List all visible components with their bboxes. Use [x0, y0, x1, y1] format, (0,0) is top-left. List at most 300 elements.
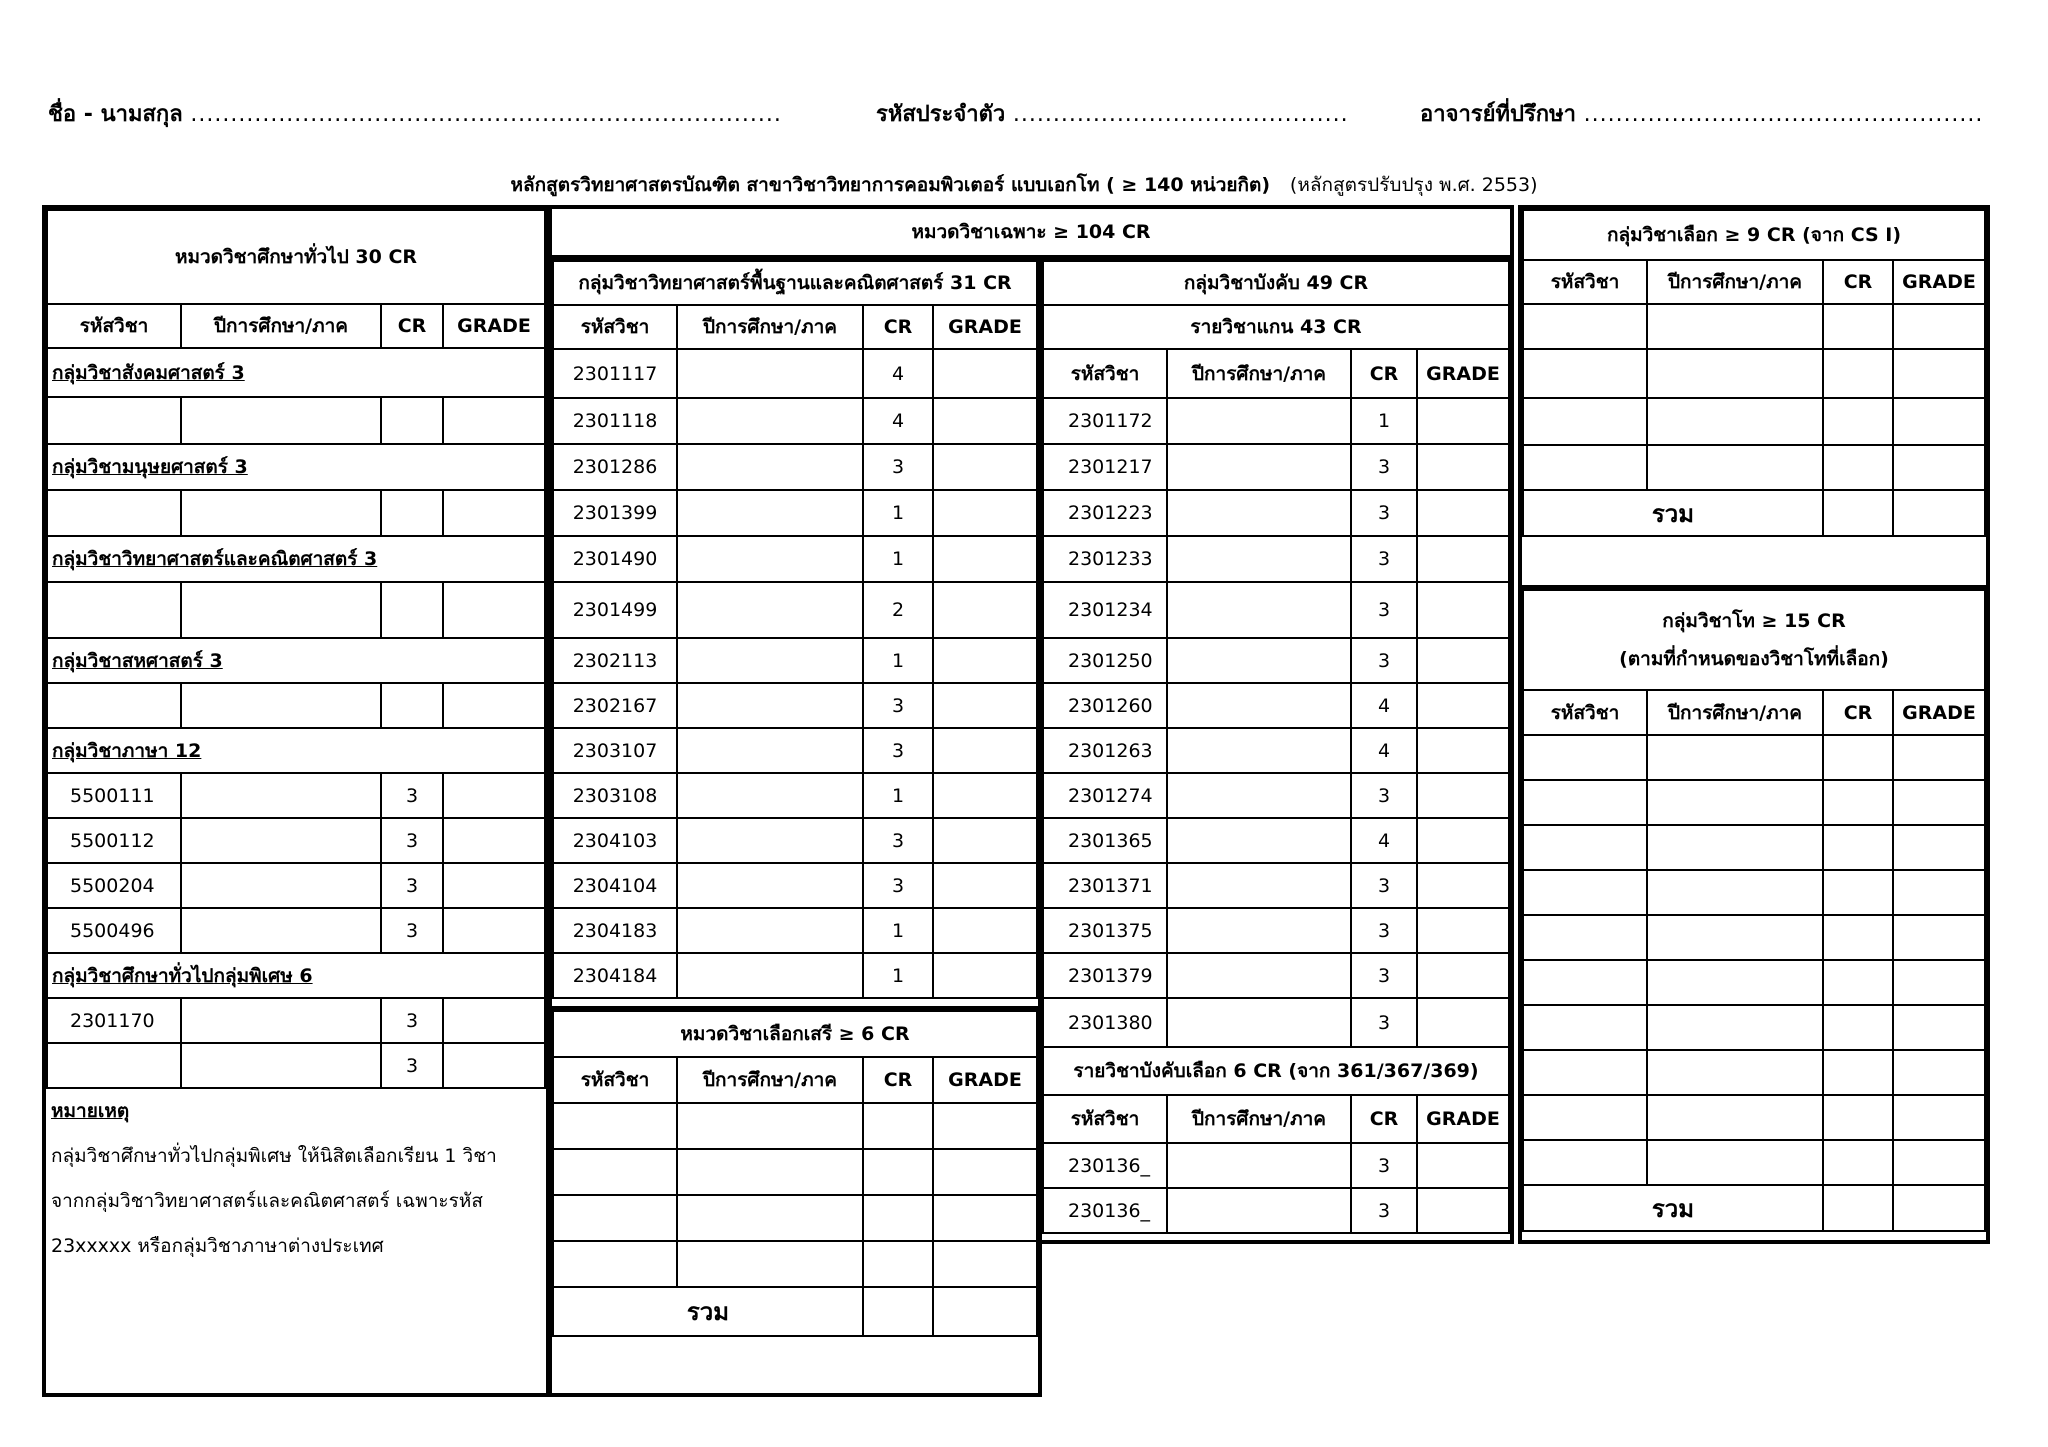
note-box	[47, 1088, 545, 1373]
year-cell[interactable]	[1167, 638, 1351, 683]
name-dots: ..........................................................................	[190, 102, 782, 127]
course-code-cell[interactable]	[1523, 445, 1647, 490]
course-code-cell[interactable]	[1523, 960, 1647, 1005]
note-content	[47, 1089, 545, 1269]
cr-cell[interactable]	[1823, 1140, 1893, 1185]
year-cell[interactable]	[1167, 1188, 1351, 1233]
grade-cell[interactable]	[933, 1195, 1037, 1241]
year-cell[interactable]	[1167, 582, 1351, 638]
course-cr: 3	[1351, 490, 1417, 536]
year-cell[interactable]	[1167, 398, 1351, 444]
year-cell[interactable]	[677, 398, 863, 444]
grade-cell[interactable]	[443, 863, 545, 908]
year-cell[interactable]	[1647, 1095, 1823, 1140]
cr-cell[interactable]	[1823, 445, 1893, 490]
year-cell[interactable]	[181, 818, 381, 863]
year-cell[interactable]	[1167, 908, 1351, 953]
year-cell[interactable]	[1167, 773, 1351, 818]
cr-cell[interactable]	[1823, 304, 1893, 349]
grade-cell[interactable]	[1417, 398, 1509, 444]
cr-cell[interactable]	[1823, 870, 1893, 915]
year-cell[interactable]	[1647, 780, 1823, 825]
grade-cell[interactable]	[1417, 728, 1509, 773]
elective-cs-total-label: รวม	[1523, 490, 1823, 536]
grade-cell[interactable]	[933, 1103, 1037, 1149]
course-code: 2301375	[1043, 908, 1167, 953]
year-cell[interactable]	[677, 1149, 863, 1195]
course-code: 2301286	[553, 444, 677, 490]
course-code-cell[interactable]	[1523, 1005, 1647, 1050]
cr-cell[interactable]	[1823, 398, 1893, 445]
total-grade-cell[interactable]	[933, 1287, 1037, 1336]
grade-cell[interactable]	[1893, 1005, 1985, 1050]
col-year: ปีการศึกษา/ภาค	[1167, 349, 1351, 398]
general-education-title: หมวดวิชาศึกษาทั่วไป 30 CR	[47, 210, 545, 304]
grade-cell[interactable]	[1893, 825, 1985, 870]
year-cell[interactable]	[1167, 536, 1351, 582]
course-cr: 4	[863, 398, 933, 444]
required-elective-title: รายวิชาบังคับเลือก 6 CR (จาก 361/367/369)	[1043, 1047, 1509, 1095]
year-cell[interactable]	[677, 1195, 863, 1241]
year-cell[interactable]	[677, 818, 863, 863]
course-code: 2303108	[553, 773, 677, 818]
col-grade: GRADE	[933, 1057, 1037, 1103]
course-code: 5500496	[47, 908, 181, 953]
year-cell[interactable]	[1647, 349, 1823, 398]
course-code-cell[interactable]	[553, 1195, 677, 1241]
cr-cell[interactable]	[863, 1103, 933, 1149]
course-code: 2301263	[1043, 728, 1167, 773]
cr-cell[interactable]	[863, 1195, 933, 1241]
note-line: จากกลุ่มวิชาวิทยาศาสตร์และคณิตศาสตร์ เฉพาะรหัส	[51, 1190, 483, 1212]
grade-cell[interactable]	[933, 536, 1037, 582]
course-code-cell[interactable]	[47, 397, 181, 444]
course-code: 2301250	[1043, 638, 1167, 683]
minor-total-label: รวม	[1523, 1185, 1823, 1231]
grade-cell[interactable]	[1893, 870, 1985, 915]
grade-cell[interactable]	[933, 638, 1037, 683]
grade-cell[interactable]	[1893, 304, 1985, 349]
total-cr-cell[interactable]	[1823, 490, 1893, 536]
year-cell[interactable]	[1647, 1050, 1823, 1095]
year-cell[interactable]	[677, 349, 863, 398]
cr-cell[interactable]	[1823, 1095, 1893, 1140]
grade-cell[interactable]	[1893, 349, 1985, 398]
grade-cell[interactable]	[1417, 773, 1509, 818]
table-row	[1043, 773, 1509, 818]
cr-cell[interactable]	[381, 490, 443, 536]
col-cr: CR	[1823, 260, 1893, 304]
col-year: ปีการศึกษา/ภาค	[677, 1057, 863, 1103]
general-education-section	[42, 205, 550, 1397]
year-cell[interactable]	[1647, 870, 1823, 915]
total-cr-cell[interactable]	[1823, 1185, 1893, 1231]
grade-cell[interactable]	[1417, 638, 1509, 683]
year-cell[interactable]	[1647, 960, 1823, 1005]
grade-cell[interactable]	[1893, 1095, 1985, 1140]
col-cr: CR	[1823, 690, 1893, 735]
table-row	[1043, 818, 1509, 863]
year-cell[interactable]	[677, 638, 863, 683]
advisor-field[interactable]	[1420, 96, 1983, 131]
course-code: 2301223	[1043, 490, 1167, 536]
table-row	[1043, 953, 1509, 998]
table-row	[1523, 960, 1985, 1005]
cr-cell[interactable]	[381, 683, 443, 728]
grade-cell[interactable]	[443, 397, 545, 444]
group-humanities: กลุ่มวิชามนุษยศาสตร์ 3	[47, 444, 545, 490]
course-code: 230136_	[1043, 1143, 1167, 1188]
table-row	[1043, 536, 1509, 582]
grade-cell[interactable]	[933, 1241, 1037, 1287]
course-code: 2303107	[553, 728, 677, 773]
col-code: รหัสวิชา	[553, 1057, 677, 1103]
course-code: 2301365	[1043, 818, 1167, 863]
grade-cell[interactable]	[933, 773, 1037, 818]
table-row	[1523, 780, 1985, 825]
year-cell[interactable]	[1647, 915, 1823, 960]
core-title: รายวิชาแกน 43 CR	[1043, 305, 1509, 349]
table-row	[1043, 444, 1509, 490]
cr-cell[interactable]	[381, 582, 443, 638]
year-cell[interactable]	[1167, 953, 1351, 998]
col-code: รหัสวิชา	[553, 305, 677, 349]
course-code: 2304104	[553, 863, 677, 908]
grade-cell[interactable]	[1417, 582, 1509, 638]
course-code: 2301274	[1043, 773, 1167, 818]
year-cell[interactable]	[1167, 728, 1351, 773]
course-cr: 1	[863, 536, 933, 582]
course-code-cell[interactable]	[553, 1149, 677, 1195]
course-code: 230136_	[1043, 1188, 1167, 1233]
course-code: 2301399	[553, 490, 677, 536]
grade-cell[interactable]	[1417, 490, 1509, 536]
course-code-cell[interactable]	[1523, 1140, 1647, 1185]
grade-cell[interactable]	[443, 818, 545, 863]
student-id-dots: ..........................................	[1012, 102, 1349, 127]
grade-cell[interactable]	[1417, 1143, 1509, 1188]
cr-cell[interactable]	[863, 1241, 933, 1287]
year-cell[interactable]	[1647, 735, 1823, 780]
course-code: 2301117	[553, 349, 677, 398]
total-grade-cell[interactable]	[1893, 1185, 1985, 1231]
free-elective-section	[548, 1006, 1042, 1397]
year-cell[interactable]	[677, 773, 863, 818]
grade-cell[interactable]	[1417, 1188, 1509, 1233]
course-code: 2304184	[553, 953, 677, 998]
course-code-cell[interactable]	[1523, 349, 1647, 398]
course-code-cell[interactable]	[1523, 915, 1647, 960]
grade-cell[interactable]	[933, 490, 1037, 536]
course-cr: 1	[1351, 398, 1417, 444]
note-line: กลุ่มวิชาศึกษาทั่วไปกลุ่มพิเศษ ให้นิสิตเลือกเรียน 1 วิชา	[51, 1145, 497, 1167]
course-code-cell[interactable]	[553, 1241, 677, 1287]
total-cr-cell[interactable]	[863, 1287, 933, 1336]
year-cell[interactable]	[1647, 825, 1823, 870]
course-code[interactable]	[47, 1043, 181, 1088]
course-code-cell[interactable]	[1523, 735, 1647, 780]
year-cell[interactable]	[181, 1043, 381, 1088]
course-cr: 3	[1351, 536, 1417, 582]
year-cell[interactable]	[677, 683, 863, 728]
year-cell[interactable]	[1167, 1143, 1351, 1188]
year-cell[interactable]	[1647, 398, 1823, 445]
course-code-cell[interactable]	[47, 490, 181, 536]
table-row	[1043, 908, 1509, 953]
year-cell[interactable]	[1167, 998, 1351, 1047]
cr-cell[interactable]	[863, 1149, 933, 1195]
minor-title-cell	[1523, 590, 1985, 690]
course-cr: 3	[1351, 582, 1417, 638]
year-cell[interactable]	[1647, 1005, 1823, 1050]
year-cell[interactable]	[1167, 490, 1351, 536]
year-cell[interactable]	[181, 397, 381, 444]
year-cell[interactable]	[1167, 683, 1351, 728]
grade-cell[interactable]	[1417, 683, 1509, 728]
course-code-cell[interactable]	[1523, 870, 1647, 915]
course-code: 5500112	[47, 818, 181, 863]
cr-cell[interactable]	[1823, 915, 1893, 960]
cr-cell[interactable]	[1823, 1050, 1893, 1095]
required-table	[1042, 260, 1510, 1234]
course-code-cell[interactable]	[1523, 304, 1647, 349]
year-cell[interactable]	[677, 490, 863, 536]
grade-cell[interactable]	[443, 1043, 545, 1088]
year-cell[interactable]	[181, 683, 381, 728]
year-cell[interactable]	[181, 998, 381, 1043]
cr-cell[interactable]	[1823, 825, 1893, 870]
course-cr: 3	[1351, 953, 1417, 998]
col-year: ปีการศึกษา/ภาค	[1647, 260, 1823, 304]
year-cell[interactable]	[1167, 444, 1351, 490]
course-code-cell[interactable]	[47, 683, 181, 728]
table-row	[1043, 683, 1509, 728]
student-id-field[interactable]	[876, 96, 1349, 131]
grade-cell[interactable]	[1417, 536, 1509, 582]
course-code-cell[interactable]	[1523, 1050, 1647, 1095]
grade-cell[interactable]	[1417, 818, 1509, 863]
grade-cell[interactable]	[933, 1149, 1037, 1195]
table-row	[1043, 490, 1509, 536]
course-cr: 3	[1351, 638, 1417, 683]
course-code-cell[interactable]	[553, 1103, 677, 1149]
col-cr: CR	[1351, 349, 1417, 398]
elective-cs-title: กลุ่มวิชาเลือก ≥ 9 CR (จาก CS I)	[1523, 210, 1985, 260]
grade-cell[interactable]	[1417, 444, 1509, 490]
year-cell[interactable]	[1647, 1140, 1823, 1185]
course-cr: 3	[863, 863, 933, 908]
course-code: 2301380	[1043, 998, 1167, 1047]
grade-cell[interactable]	[1893, 735, 1985, 780]
name-label: ชื่อ - นามสกุล	[48, 102, 183, 127]
year-cell[interactable]	[1167, 818, 1351, 863]
minor-rows	[1523, 735, 1985, 1185]
table-row	[1523, 1005, 1985, 1050]
cr-cell[interactable]	[1823, 349, 1893, 398]
grade-cell[interactable]	[1893, 445, 1985, 490]
course-code: 2301499	[553, 582, 677, 638]
course-cr: 3	[381, 908, 443, 953]
course-code: 2301260	[1043, 683, 1167, 728]
grade-cell[interactable]	[443, 683, 545, 728]
minor-subtitle: (ตามที่กำหนดของวิชาโทที่เลือก)	[1619, 648, 1889, 670]
general-education-table	[46, 209, 546, 1373]
total-grade-cell[interactable]	[1893, 490, 1985, 536]
course-cr: 1	[863, 638, 933, 683]
table-row	[553, 908, 1037, 953]
course-cr: 3	[381, 998, 443, 1043]
course-cr: 3	[1351, 773, 1417, 818]
grade-cell[interactable]	[1417, 908, 1509, 953]
required-title: กลุ่มวิชาบังคับ 49 CR	[1043, 261, 1509, 305]
grade-cell[interactable]	[443, 773, 545, 818]
table-row	[1523, 1050, 1985, 1095]
grade-cell[interactable]	[1417, 998, 1509, 1047]
grade-cell[interactable]	[1893, 398, 1985, 445]
table-row	[553, 773, 1037, 818]
col-year: ปีการศึกษา/ภาค	[1167, 1095, 1351, 1143]
grade-cell[interactable]	[933, 398, 1037, 444]
col-code: รหัสวิชา	[1523, 690, 1647, 735]
year-cell[interactable]	[1647, 445, 1823, 490]
course-cr: 3	[863, 444, 933, 490]
name-field[interactable]	[48, 96, 782, 131]
grade-cell[interactable]	[1893, 1050, 1985, 1095]
course-cr: 3	[1351, 1143, 1417, 1188]
grade-cell[interactable]	[443, 998, 545, 1043]
year-cell[interactable]	[677, 582, 863, 638]
cr-cell[interactable]	[1823, 780, 1893, 825]
grade-cell[interactable]	[933, 953, 1037, 998]
course-cr: 3	[381, 863, 443, 908]
grade-cell[interactable]	[933, 683, 1037, 728]
grade-cell[interactable]	[1893, 915, 1985, 960]
cr-cell[interactable]	[1823, 1005, 1893, 1050]
grade-cell[interactable]	[933, 728, 1037, 773]
year-cell[interactable]	[677, 863, 863, 908]
course-code: 2304183	[553, 908, 677, 953]
year-cell[interactable]	[677, 1241, 863, 1287]
table-row	[1523, 870, 1985, 915]
course-code: 2301118	[553, 398, 677, 444]
table-row	[553, 349, 1037, 398]
course-code: 2304103	[553, 818, 677, 863]
col-grade: GRADE	[1417, 1095, 1509, 1143]
grade-cell[interactable]	[933, 444, 1037, 490]
course-code: 2301371	[1043, 863, 1167, 908]
year-cell[interactable]	[181, 773, 381, 818]
year-cell[interactable]	[677, 444, 863, 490]
specific-section-header	[548, 205, 1514, 259]
grade-cell[interactable]	[1893, 780, 1985, 825]
grade-cell[interactable]	[443, 582, 545, 638]
table-row	[1523, 915, 1985, 960]
course-cr: 3	[1351, 998, 1417, 1047]
year-cell[interactable]	[181, 863, 381, 908]
year-cell[interactable]	[181, 908, 381, 953]
course-cr: 3	[1351, 863, 1417, 908]
grade-cell[interactable]	[933, 349, 1037, 398]
grade-cell[interactable]	[1417, 863, 1509, 908]
col-grade: GRADE	[443, 304, 545, 348]
course-code: 2301490	[553, 536, 677, 582]
grade-cell[interactable]	[443, 908, 545, 953]
free-elective-total-label: รวม	[553, 1287, 863, 1336]
advisor-dots: ..................................................	[1583, 102, 1984, 127]
table-row	[553, 444, 1037, 490]
course-cr: 3	[863, 818, 933, 863]
grade-cell[interactable]	[1893, 960, 1985, 1005]
year-cell[interactable]	[677, 728, 863, 773]
year-cell[interactable]	[181, 490, 381, 536]
col-code: รหัสวิชา	[47, 304, 181, 348]
year-cell[interactable]	[677, 1103, 863, 1149]
year-cell[interactable]	[677, 536, 863, 582]
col-code: รหัสวิชา	[1043, 349, 1167, 398]
specific-section-title: หมวดวิชาเฉพาะ ≥ 104 CR	[911, 221, 1151, 243]
year-cell[interactable]	[1167, 863, 1351, 908]
course-cr: 3	[863, 683, 933, 728]
course-cr: 3	[1351, 444, 1417, 490]
year-cell[interactable]	[1647, 304, 1823, 349]
elective-cs-table	[1522, 209, 1986, 537]
table-row	[553, 683, 1037, 728]
table-row	[1043, 582, 1509, 638]
table-row	[1043, 863, 1509, 908]
year-cell[interactable]	[181, 582, 381, 638]
curriculum-title-main: หลักสูตรวิทยาศาสตรบัณฑิต สาขาวิชาวิทยาการคอมพิวเตอร์ แบบเอกโท ( ≥ 140 หน่วยกิต)	[510, 174, 1271, 196]
grade-cell[interactable]	[1893, 1140, 1985, 1185]
curriculum-title	[0, 170, 2048, 200]
table-row	[1043, 398, 1509, 444]
course-code: 5500204	[47, 863, 181, 908]
advisor-label: อาจารย์ที่ปรึกษา	[1420, 102, 1576, 127]
course-cr: 2	[863, 582, 933, 638]
course-cr: 3	[1351, 908, 1417, 953]
cr-cell[interactable]	[1823, 960, 1893, 1005]
free-elective-title: หมวดวิชาเลือกเสรี ≥ 6 CR	[553, 1011, 1037, 1057]
course-code: 2301379	[1043, 953, 1167, 998]
grade-cell[interactable]	[933, 908, 1037, 953]
core-rows	[1043, 398, 1509, 1047]
minor-section	[1518, 585, 1990, 1244]
course-cr: 3	[1351, 1188, 1417, 1233]
course-code-cell[interactable]	[47, 582, 181, 638]
note-title: หมายเหตุ	[51, 1100, 130, 1122]
basic-science-title: กลุ่มวิชาวิทยาศาสตร์พื้นฐานและคณิตศาสตร์ 31 CR	[553, 261, 1037, 305]
grade-cell[interactable]	[933, 863, 1037, 908]
basic-science-rows	[553, 349, 1037, 998]
course-code-cell[interactable]	[1523, 398, 1647, 445]
course-code-cell[interactable]	[1523, 780, 1647, 825]
grade-cell[interactable]	[1417, 953, 1509, 998]
elective-cs-section	[1518, 205, 1990, 589]
year-cell[interactable]	[677, 908, 863, 953]
grade-cell[interactable]	[443, 490, 545, 536]
col-year: ปีการศึกษา/ภาค	[181, 304, 381, 348]
cr-cell[interactable]	[381, 397, 443, 444]
grade-cell[interactable]	[933, 582, 1037, 638]
course-code-cell[interactable]	[1523, 1095, 1647, 1140]
basic-science-section	[548, 256, 1042, 1010]
course-code: 2301234	[1043, 582, 1167, 638]
grade-cell[interactable]	[933, 818, 1037, 863]
col-year: ปีการศึกษา/ภาค	[1647, 690, 1823, 735]
year-cell[interactable]	[677, 953, 863, 998]
course-cr: 1	[863, 490, 933, 536]
cr-cell[interactable]	[1823, 735, 1893, 780]
course-code-cell[interactable]	[1523, 825, 1647, 870]
